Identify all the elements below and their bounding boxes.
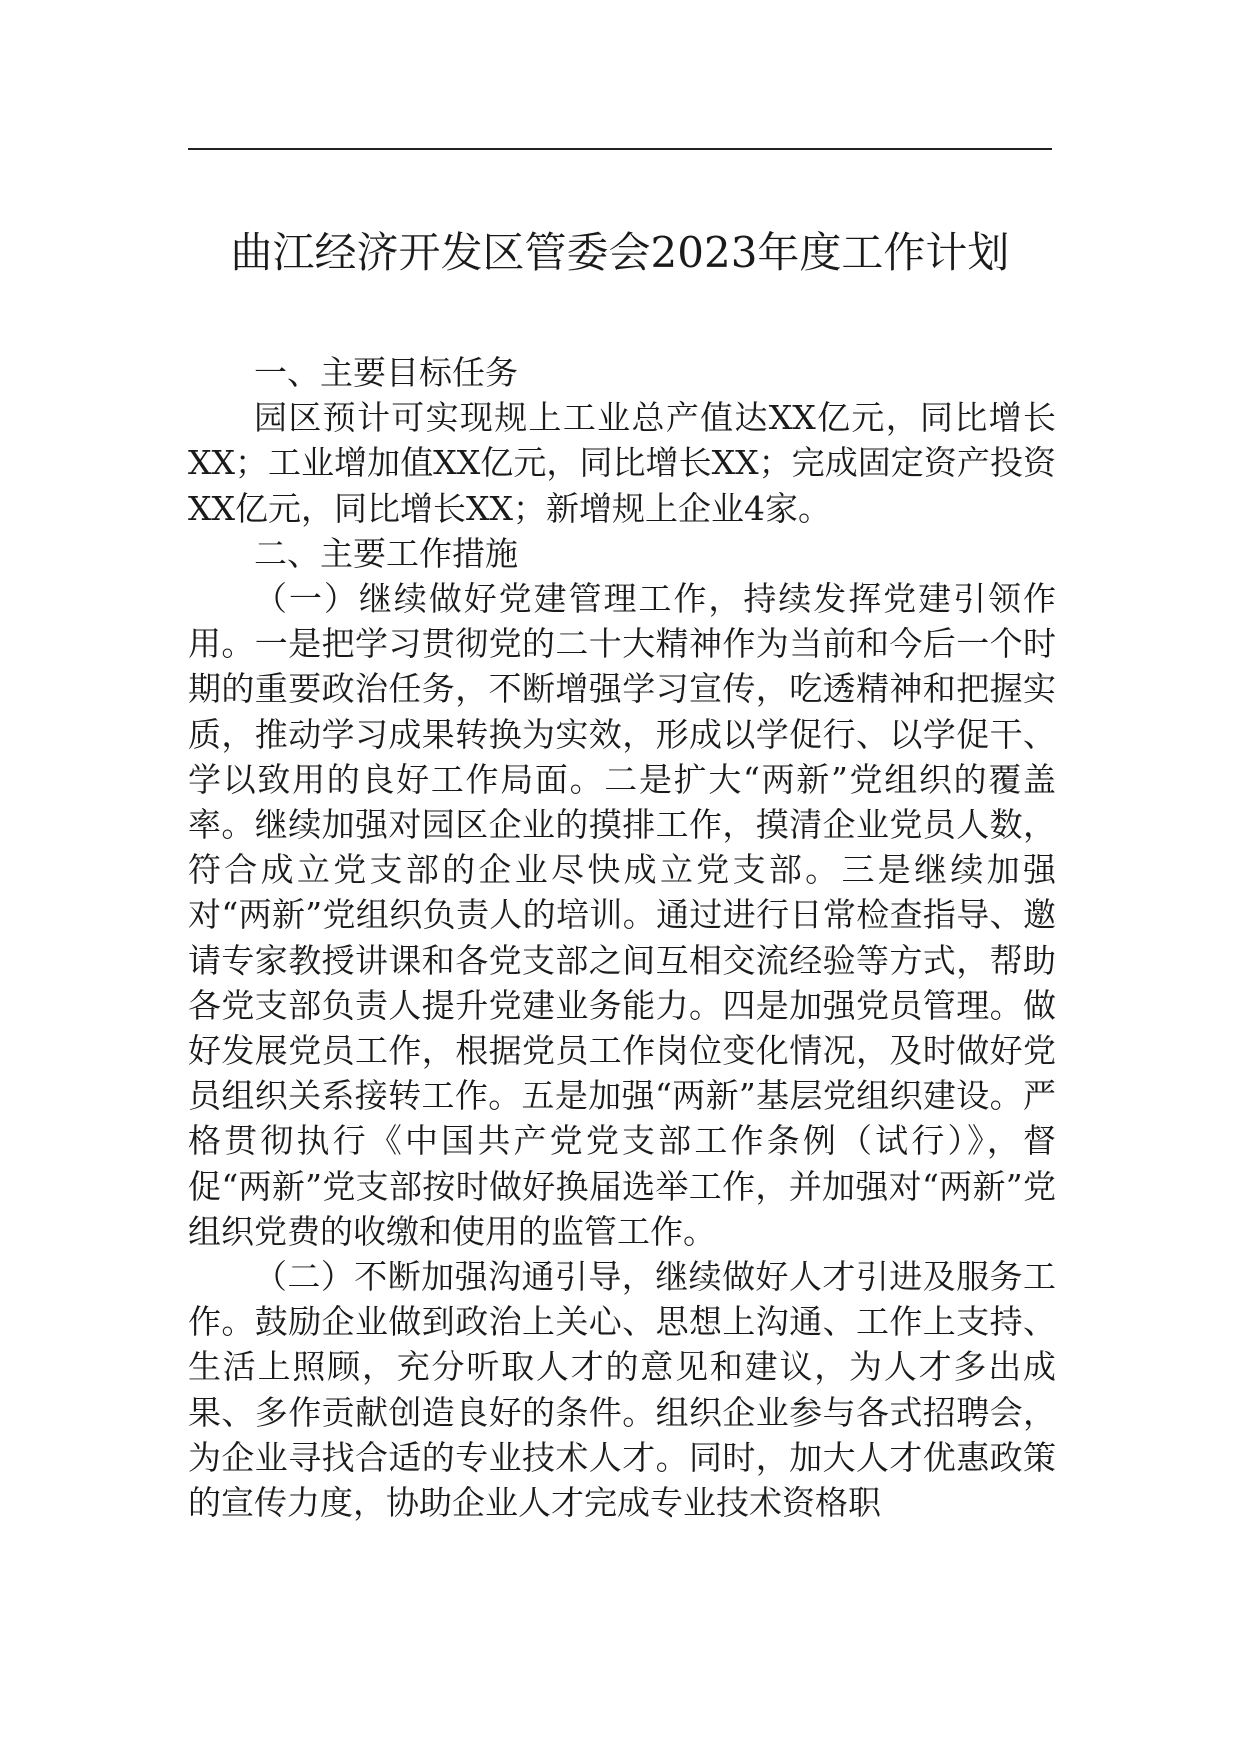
paragraph-talent-service: （二）不断加强沟通引导，继续做好人才引进及服务工作。鼓励企业做到政治上关心、思想上沟通、工作上支持、生活上照顾，充分听取人才的意见和建议，为人才多出成果、多作贡献创造良好的条件。组织企业参与各式招聘会，为企业寻找合适的专业技术人才。同时，加大人才优惠政策的宣传力度，协助企业人才完成专业技术资格职: [188, 1257, 1056, 1523]
header-rule: [188, 148, 1052, 150]
section-heading-measures: 二、主要工作措施: [254, 533, 518, 573]
document-title: 曲江经济开发区管委会2023年度工作计划: [230, 228, 1010, 277]
section-heading-targets: 一、主要目标任务: [254, 353, 518, 392]
document-body: [188, 350, 1056, 1525]
paragraph-party-building: （一）继续做好党建管理工作，持续发挥党建引领作用。一是把学习贯彻党的二十大精神作为当前和今后一个时期的重要政治任务，不断增强学习宣传，吃透精神和把握实质，推动学习成果转换为实效，形成以学促行、以学促干、学以致用的良好工作局面。二是扩大“两新”党组织的覆盖率。继续加强对园区企业的摸排工作，摸清企业党员人数，符合成立党支部的企业尽快成立党支部。三是继续加强对“两新”党组织负责人的培训。通过进行日常检查指导、邀请专家教授讲课和各党支部之间互相交流经验等方式，帮助各党支部负责人提升党建业务能力。四是加强党员管理。做好发展党员工作，根据党员工作岗位变化情况，及时做好党员组织关系接转工作。五是加强“两新”基层党组织建设。严格贯彻执行《中国共产党党支部工作条例（试行）》，督促“两新”党支部按时做好换届选举工作，并加强对“两新”党组织党费的收缴和使用的监管工作。: [188, 579, 1056, 1251]
paragraph-targets: 园区预计可实现规上工业总产值达XX亿元，同比增长XX；工业增加值XX亿元，同比增长XX；完成固定资产投资XX亿元，同比增长XX；新增规上企业4家。: [188, 398, 1056, 528]
